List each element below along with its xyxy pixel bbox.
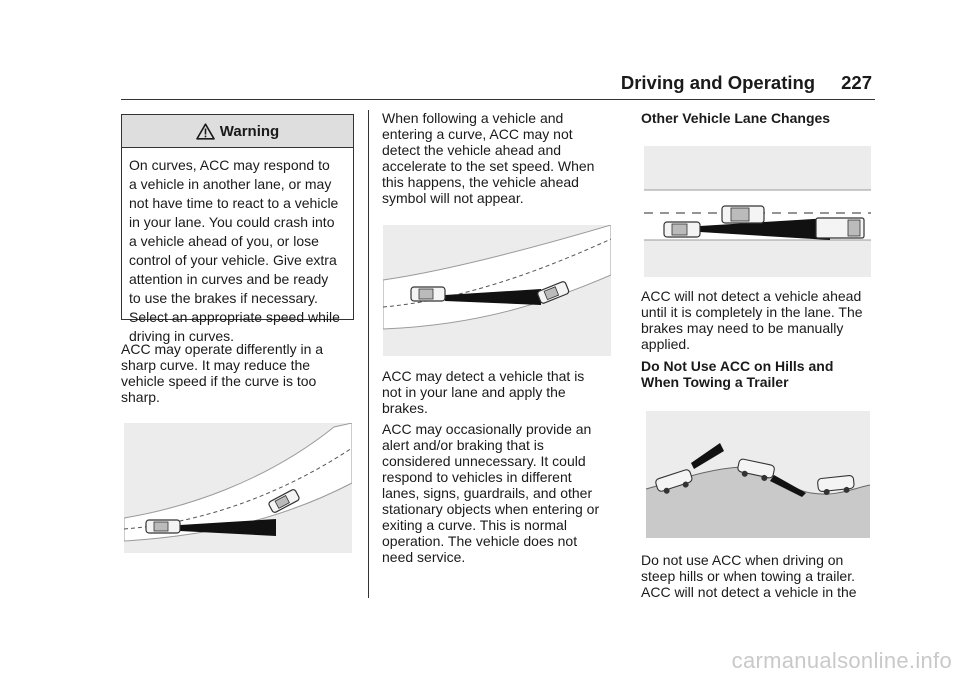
text-line: ACC will not detect a vehicle ahead <box>641 288 862 304</box>
text-line: exiting a curve. This is normal <box>382 517 567 533</box>
heading-line: When Towing a Trailer <box>641 374 789 390</box>
text-line: Do not use ACC when driving on <box>641 552 844 568</box>
text-line: operation. The vehicle does not <box>382 533 578 549</box>
warning-box <box>121 114 354 344</box>
warning-line: a vehicle ahead of you, or lose <box>129 233 319 249</box>
warning-line: in your lane. You could crash into <box>129 214 335 230</box>
car-icon <box>664 222 700 237</box>
lane-change-illustration <box>644 146 871 277</box>
col1-paragraph <box>121 341 323 405</box>
text-line: respond to vehicles in different <box>382 469 572 485</box>
text-line: entering a curve, ACC may not <box>382 126 573 142</box>
car-icon <box>722 206 764 223</box>
page-number: 227 <box>841 72 872 93</box>
warning-title: Warning <box>219 122 280 140</box>
text-line: brakes may need to be manually <box>641 320 844 336</box>
hills-towing-heading <box>641 358 833 390</box>
warning-line: driving in curves. <box>129 328 235 344</box>
col2-paragraph-1 <box>382 110 594 206</box>
watermark: carmanualsonline.info <box>731 648 952 673</box>
text-line: sharp curve. It may reduce the <box>121 357 311 373</box>
car-icon <box>411 287 445 301</box>
section-title: Driving and Operating <box>620 72 816 93</box>
text-line: ACC may occasionally provide an <box>382 421 592 437</box>
text-line: sharp. <box>121 389 160 405</box>
text-line: detect the vehicle ahead and <box>382 142 562 158</box>
text-line: ACC will not detect a vehicle in the <box>641 584 857 600</box>
warning-header <box>122 115 353 148</box>
text-line: considered unnecessary. It could <box>382 453 586 469</box>
col2-paragraph-2 <box>382 368 584 416</box>
car-icon <box>146 520 180 533</box>
text-line: ACC may detect a vehicle that is <box>382 368 585 384</box>
page-header <box>621 72 872 94</box>
text-line: lanes, signs, guardrails, and other <box>382 485 593 501</box>
text-line: alert and/or braking that is <box>382 437 544 453</box>
truck-icon <box>816 218 864 238</box>
col3-paragraph-1 <box>641 288 863 352</box>
warning-line: attention in curves and be ready <box>129 271 329 287</box>
text-line: accelerate to the set speed. When <box>382 158 595 174</box>
column-divider <box>368 110 369 598</box>
heading-line: Do Not Use ACC on Hills and <box>641 358 834 374</box>
sharp-curve-illustration <box>124 423 352 553</box>
text-line: until it is completely in the lane. The <box>641 304 863 320</box>
text-line: steep hills or when towing a trailer. <box>641 568 855 584</box>
text-line: symbol will not appear. <box>382 190 524 206</box>
text-line: this happens, the vehicle ahead <box>382 174 579 190</box>
text-line: need service. <box>382 549 466 565</box>
text-line: not in your lane and apply the <box>382 384 566 400</box>
curve-following-illustration <box>383 225 611 356</box>
text-line: When following a vehicle and <box>382 110 564 126</box>
warning-line: On curves, ACC may respond to <box>129 157 330 173</box>
col3-paragraph-2 <box>641 552 857 600</box>
hills-illustration <box>646 411 870 538</box>
text-line: stationary objects when entering or <box>382 501 600 517</box>
warning-line: control of your vehicle. Give extra <box>129 252 337 268</box>
text-line: vehicle speed if the curve is too <box>121 373 317 389</box>
warning-line: not have time to react to a vehicle <box>129 195 339 211</box>
text-line: applied. <box>641 336 691 352</box>
header-rule <box>121 99 875 100</box>
text-line: ACC may operate differently in a <box>121 341 324 357</box>
warning-text <box>122 148 353 346</box>
text-line: brakes. <box>382 400 428 416</box>
warning-line: to use the brakes if necessary. <box>129 290 318 306</box>
warning-line: a vehicle in another lane, or may <box>129 176 332 192</box>
warning-triangle-icon <box>196 123 215 140</box>
col2-paragraph-3 <box>382 421 599 565</box>
lane-changes-heading: Other Vehicle Lane Changes <box>641 110 831 126</box>
warning-line: Select an appropriate speed while <box>129 309 340 325</box>
